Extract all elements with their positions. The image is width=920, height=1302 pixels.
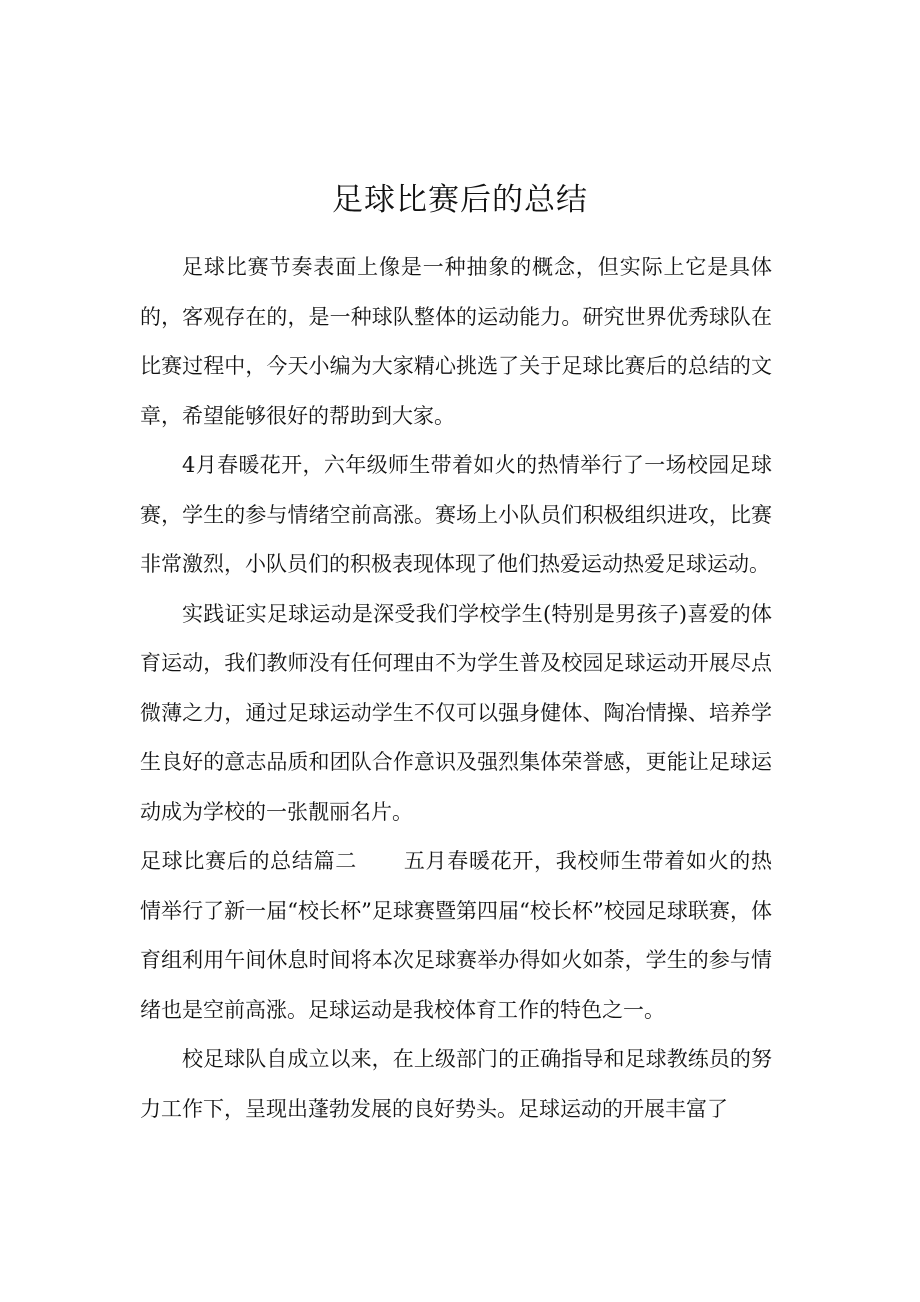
section-two-text: 五月春暖花开，我校师生带着如火的热情举行了新一届“校长杯”足球赛暨第四届“校长杯”校园足球联赛，体育组利用午间休息时间将本次足球赛举办得如火如荼，学生的参与情绪也是空前高涨。足球运动是我校体育工作的特色之一。 (140, 849, 772, 1022)
paragraph-team-history: 校足球队自成立以来，在上级部门的正确指导和足球教练员的努力工作下，呈现出蓬勃发展的良好势头。足球运动的开展丰富了 (140, 1047, 772, 1121)
section-two-heading: 足球比赛后的总结篇二 (140, 849, 357, 873)
paragraph-intro: 足球比赛节奏表面上像是一种抽象的概念，但实际上它是具体的，客观存在的，是一种球队整体的运动能力。研究世界优秀球队在比赛过程中，今天小编为大家精心挑选了关于足球比赛后的总结的文章，希望能够很好的帮助到大家。 (140, 255, 772, 428)
document-body (140, 243, 772, 1134)
section-two-paragraph (140, 837, 772, 1035)
document-title: 足球比赛后的总结 (332, 182, 588, 218)
paragraph-practice: 实践证实足球运动是深受我们学校学生(特别是男孩子)喜爱的体育运动，我们教师没有任何理由不为学生普及校园足球运动开展尽点微薄之力，通过足球运动学生不仅可以强身健体、陶冶情操、培养学生良好的意志品质和团队合作意识及强烈集体荣誉感，更能让足球运动成为学校的一张靓丽名片。 (140, 601, 772, 824)
paragraph-april-match: 4月春暖花开，六年级师生带着如火的热情举行了一场校园足球赛，学生的参与情绪空前高涨。赛场上小队员们积极组织进攻，比赛非常激烈，小队员们的积极表现体现了他们热爱运动热爱足球运动。 (140, 453, 772, 576)
